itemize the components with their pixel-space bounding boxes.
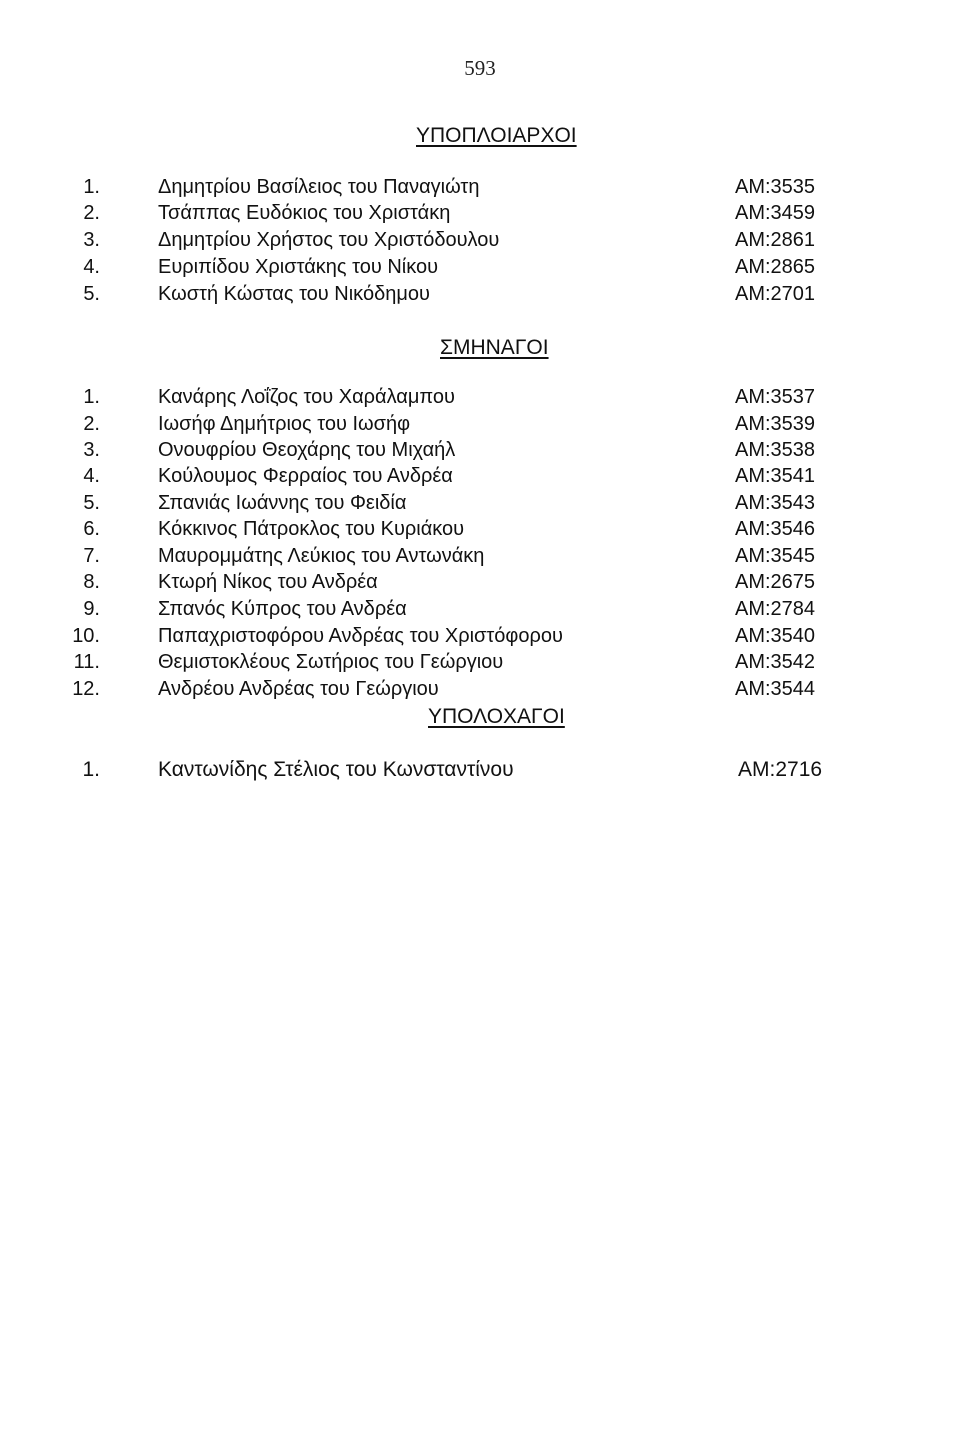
entry-name: Κούλουμος Φερραίος του Ανδρέα <box>158 465 453 487</box>
entry-am: ΑΜ:3539 <box>735 413 816 435</box>
page-number: 593 <box>464 56 496 80</box>
entry-name: Κωστή Κώστας του Νικόδημου <box>158 283 430 305</box>
entry-am: ΑΜ:3545 <box>735 545 816 567</box>
list-item <box>0 413 960 439</box>
entry-name: Παπαχριστοφόρου Ανδρέας του Χριστόφορου <box>158 625 563 647</box>
entry-number: 5. <box>83 492 100 514</box>
entry-am: ΑΜ:3537 <box>735 386 816 408</box>
entry-number: 4. <box>83 256 100 278</box>
entry-name: Ιωσήφ Δημήτριος του Ιωσήφ <box>158 413 411 435</box>
entry-number: 3. <box>83 439 100 461</box>
entry-number: 2. <box>83 413 100 435</box>
list-item <box>0 651 960 677</box>
entry-am: ΑΜ:2675 <box>735 571 816 593</box>
entry-number: 3. <box>83 229 100 251</box>
entry-number: 11. <box>73 651 100 673</box>
entry-number: 4. <box>83 465 100 487</box>
entry-am: ΑΜ:3540 <box>735 625 816 647</box>
list-item <box>0 758 960 784</box>
entry-am: ΑΜ:3546 <box>735 518 816 540</box>
entry-number: 9. <box>83 598 100 620</box>
entry-am: ΑΜ:2701 <box>735 283 816 305</box>
list-item <box>0 439 960 465</box>
list-item <box>0 625 960 651</box>
entry-number: 1. <box>83 386 100 408</box>
list-item <box>0 229 960 255</box>
entry-number: 10. <box>72 625 100 647</box>
entry-name: Καντωνίδης Στέλιος του Κωνσταντίνου <box>158 758 514 781</box>
entry-name: Δημητρίου Χρήστος του Χριστόδουλου <box>158 229 500 251</box>
entry-name: Ευριπίδου Χριστάκης του Νίκου <box>158 256 439 278</box>
entry-am: ΑΜ:2716 <box>738 758 823 781</box>
entry-name: Κτωρή Νίκος του Ανδρέα <box>158 571 378 593</box>
entry-name: Ανδρέου Ανδρέας του Γεώργιου <box>158 678 439 700</box>
entry-am: ΑΜ:3544 <box>735 678 816 700</box>
entry-name: Δημητρίου Βασίλειος του Παναγιώτη <box>158 176 480 198</box>
section-heading-ypolochagoi: ΥΠΟΛΟΧΑΓΟΙ <box>428 705 565 728</box>
entry-number: 1. <box>83 176 100 198</box>
entry-name: Τσάππας Ευδόκιος του Χριστάκη <box>158 202 451 224</box>
entry-name: Θεμιστοκλέους Σωτήριος του Γεώργιου <box>158 651 504 673</box>
entry-number: 2. <box>83 202 100 224</box>
entry-am: ΑΜ:3459 <box>735 202 816 224</box>
entry-am: ΑΜ:3535 <box>735 176 816 198</box>
entry-number: 8. <box>83 571 100 593</box>
entry-name: Ονουφρίου Θεοχάρης του Μιχαήλ <box>158 439 456 461</box>
list-item <box>0 571 960 597</box>
list-item <box>0 465 960 491</box>
list-item <box>0 678 960 704</box>
entry-name: Σπανός Κύπρος του Ανδρέα <box>158 598 407 620</box>
list-item <box>0 256 960 282</box>
entry-am: ΑΜ:3541 <box>735 465 816 487</box>
entry-am: ΑΜ:2861 <box>735 229 816 251</box>
section-heading-ypoploiarchoi: ΥΠΟΠΛΟΙΑΡΧΟΙ <box>416 124 577 147</box>
entry-am: ΑΜ:3543 <box>735 492 816 514</box>
entry-name: Κανάρης Λοΐζος του Χαράλαμπου <box>158 386 455 408</box>
entry-number: 1. <box>82 758 100 781</box>
list-item <box>0 518 960 544</box>
entry-am: ΑΜ:3542 <box>735 651 816 673</box>
entry-am: ΑΜ:3538 <box>735 439 816 461</box>
list-item <box>0 176 960 202</box>
entry-am: ΑΜ:2865 <box>735 256 816 278</box>
entry-name: Μαυρομμάτης Λεύκιος του Αντωνάκη <box>158 545 485 567</box>
entry-name: Σπανιάς Ιωάννης του Φειδία <box>158 492 407 514</box>
list-item <box>0 545 960 571</box>
list-item <box>0 202 960 228</box>
entry-number: 6. <box>83 518 100 540</box>
list-item <box>0 492 960 518</box>
list-item <box>0 283 960 309</box>
section-heading-smhnagoi: ΣΜΗΝΑΓΟΙ <box>440 336 549 359</box>
entry-number: 7. <box>83 545 100 567</box>
entry-name: Κόκκινος Πάτροκλος του Κυριάκου <box>158 518 465 540</box>
entry-am: ΑΜ:2784 <box>735 598 816 620</box>
list-item <box>0 598 960 624</box>
list-item <box>0 386 960 412</box>
entry-number: 12. <box>72 678 100 700</box>
entry-number: 5. <box>83 283 100 305</box>
